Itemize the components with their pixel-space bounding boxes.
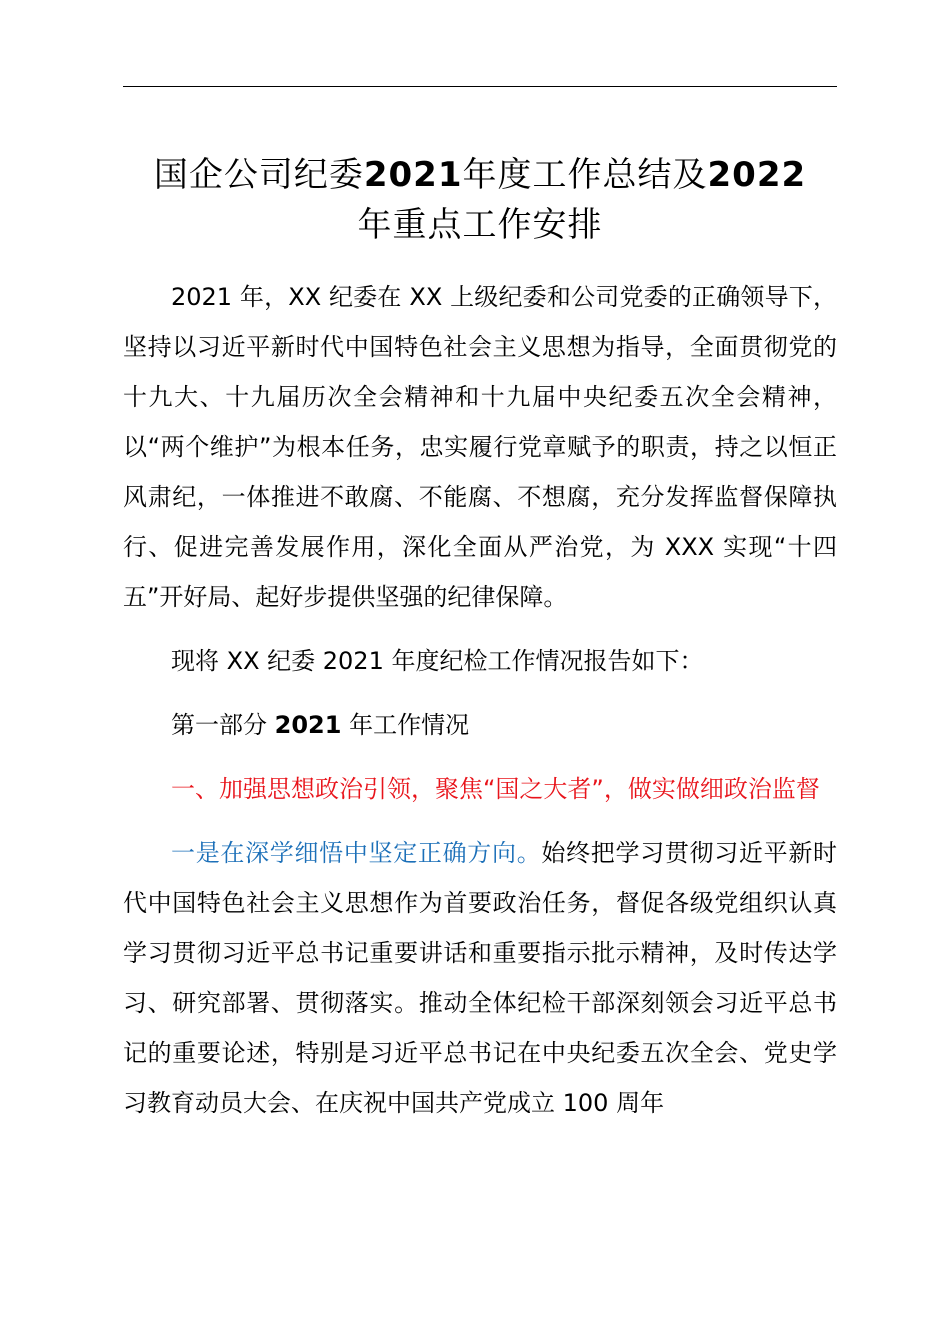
header-rule xyxy=(123,86,837,87)
part-one-prefix: 第一部分 xyxy=(171,711,267,739)
intro-paragraph: 2021 年，XX 纪委在 XX 上级纪委和公司党委的正确领导下，坚持以习近平新时代中国特色社会主义思想为指导，全面贯彻党的十九大、十九届历次全会精神和十九届中央纪委五次全会精神，以“两个维护”为根本任务，忠实履行党章赋予的职责，持之以恒正风肃纪，一体推进不敢腐、不能腐、不想腐，充分发挥监督保障执行、促进完善发展作用，深化全面从严治党，为 XXX 实现“十四五”开好局、起好步提供坚强的纪律保障。 xyxy=(123,283,837,611)
point-one-body: 始终把学习贯彻习近平新时代中国特色社会主义思想作为首要政治任务，督促各级党组织认真学习贯彻习近平总书记重要讲话和重要指示批示精神，及时传达学习、研究部署、贯彻落实。推动全体纪检干部深刻领会习近平总书记的重要论述，特别是习近平总书记在中央纪委五次全会、党史学习教育动员大会、在庆祝中国共产党成立 100 周年 xyxy=(123,839,838,1117)
part-one-year: 2021 xyxy=(274,711,342,739)
document-title xyxy=(120,150,840,250)
title-line-2: 年重点工作安排 xyxy=(357,205,603,245)
title-year-2021: 2021 xyxy=(363,155,463,195)
section-one-heading: 一、加强思想政治引领，聚焦“国之大者”，做实做细政治监督 xyxy=(171,775,820,803)
title-line-1 xyxy=(120,150,840,200)
part-one-heading xyxy=(123,700,837,750)
point-one-lead: 一是在深学细悟中坚定正确方向。 xyxy=(171,839,542,867)
part-one-suffix: 年工作情况 xyxy=(349,711,470,739)
point-one-paragraph xyxy=(123,828,837,1128)
title-text-a: 国企公司纪委 xyxy=(153,155,364,195)
report-line: 现将 XX 纪委 2021 年度纪检工作情况报告如下： xyxy=(171,647,704,675)
title-year-2022: 2022 xyxy=(707,155,807,195)
title-text-b: 年度工作总结及 xyxy=(462,155,708,195)
document-body xyxy=(123,272,837,1128)
